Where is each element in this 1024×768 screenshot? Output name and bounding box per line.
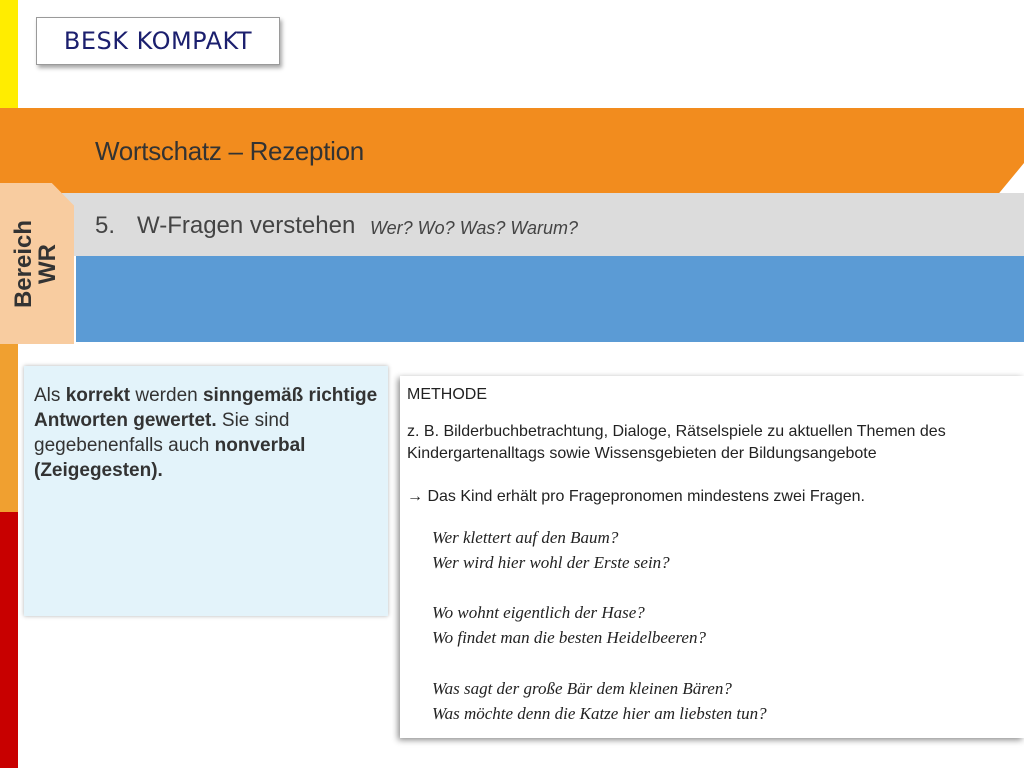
- example-question: Wo wohnt eigentlich der Hase?: [432, 603, 645, 622]
- example-question: Wo findet man die besten Heidelbeeren?: [432, 628, 706, 647]
- besk-kompakt-logo: BESK KOMPAKT: [36, 17, 280, 65]
- method-rule: → Das Kind erhält pro Fragepronomen mindestens zwei Fragen.: [407, 488, 865, 505]
- bereich-label: Bereich WR: [10, 219, 61, 309]
- blue-band: [76, 256, 1024, 342]
- example-question: Was sagt der große Bär dem kleinen Bären?: [432, 679, 732, 698]
- yellow-stripe: [0, 0, 18, 108]
- section-questions: Wer? Wo? Was? Warum?: [370, 218, 579, 238]
- section-heading: W-Fragen verstehen: [137, 212, 356, 239]
- red-stripe: [0, 512, 18, 768]
- orange-stripe: [0, 344, 18, 512]
- method-title: METHODE: [407, 386, 487, 403]
- page-title: Wortschatz – Rezeption: [95, 136, 364, 166]
- section-number: 5.: [95, 212, 116, 239]
- example-question: Wer wird hier wohl der Erste sein?: [432, 553, 670, 572]
- method-description: z. B. Bilderbuchbetrachtung, Dialoge, Rätselspiele zu aktuellen Themen des Kindergartenalltags sowie Wissensgebieten der Bildungsangebote: [407, 423, 946, 462]
- info-text: Als korrekt werden sinngemäß richtige Antworten gewertet. Sie sind gegebenenfalls auch nonverbal (Zeigegesten).: [34, 385, 378, 481]
- example-question: Wer klettert auf den Baum?: [432, 528, 619, 547]
- example-question: Was möchte denn die Katze hier am liebsten tun?: [432, 704, 767, 723]
